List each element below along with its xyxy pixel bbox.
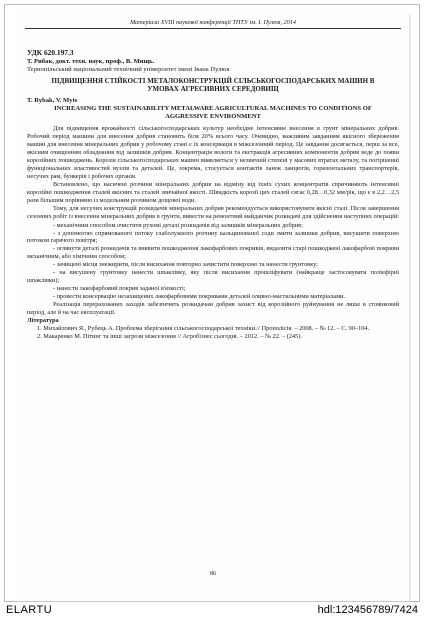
list-item: - оглянути деталі розкидачів та виявити пошкодження лакофарбових покривів, видалити старі пошкоджені лакофарбові покриви механічним, або хімічним способом; [27, 245, 399, 261]
list-item: - механічним способом очистити рухомі деталі розкидачів від залишків мінеральних добрив; [53, 221, 303, 229]
repository-label: ELARTU [6, 604, 53, 616]
reference-item: 2. Макаренко М. Пітинг та інші загрози міжсезоння // Агробізнес сьогодні. – 2012. – № 22. – (245). [37, 332, 302, 340]
list-item: - на висушену грунтовку нанести шпаклівку, яку після висихання прошліфувати (найкраще застосовувати поліефірні шпаклівки); [27, 269, 399, 284]
title-english: INCREASING THE SUSTAINABILITY METALWARE AGRICULTURAL MACHINES TO CONDITIONS OF AGGRESSIVE ENVIRONMENT [54, 105, 372, 121]
references-heading: Література [27, 316, 59, 324]
paper-page [17, 13, 409, 601]
udc-code: УДК 620.197.3 [27, 48, 74, 57]
list-item: - зачищені місця знежирити, після висихання повторно зачистити поверхню та нанести грунтовку; [53, 261, 318, 269]
article-body [27, 49, 399, 341]
list-item: - провести консервацію незахищених лакофарбовими покривами деталей оливно-мастильними матеріалами. [53, 292, 345, 300]
running-header: Матеріали XVIII наукової конференції ТНТУ ім. І. Пулюя, 2014 [25, 19, 401, 29]
conclusion-paragraph: Реалізація перерахованих заходів забезпечить розкидачам добрив захист від корозійного руйнування не лише в стоянковий період, але й на час експлуатації. [27, 300, 399, 316]
reference-item: 1. Михайлович Я., Рубець А. Проблема зберігання сільськогосподарської техніки.// Прополісія. – 2008. – № 12. – С. 90–104. [37, 324, 370, 332]
paragraph: Для підвищення врожайності сільськогосподарських культур необхідне інтенсивне внесення в грунт мінеральних добрив. Робочий період машини для внесення добрив становить біля 20% всього часу. Очевидно, важливим завданням якісного збереження машин для внесення мінеральних добрив у робочому стані є їх консервація в міжсезонний період. Це завдання досягається, перш за все, якісним очищенням обладнання від залишків добрив. Концентрація вологи та екстракція агресивних компонентів добрив веде до появи корозійних пошкоджень. Корозія сільськогосподарських машин виявляється у незвичній степені у масових втратах металу, та погіршенні функціональних властивостей вузлів та деталей. Це, зокрема, стосується контактів ланок ланцюгів, горизонтальних транспортерів, несучих рам, бункерів і робочих органів. [27, 125, 399, 180]
title-ukrainian: ПІДВИЩЕННЯ СТІЙКОСТІ МЕТАЛОКОНСТРУКЦІЙ СІЛЬСЬКОГОСПОДАРСЬКИХ МАШИН В УМОВАХ АГРЕСИВНИХ СЕРЕДОВИЩ [51, 76, 375, 94]
paragraph: Тому, для несучих конструкцій розкидачів мінеральних добрив рекомендується використовувати якісні сталі. Після завершення сезонних робіт із внесення мінеральних добрив в грунти, вивести на ремонтний майданчик розкидачі для здійснення наступних операцій: [27, 205, 399, 221]
list-item: - з допомогою спрямованого потоку слаболужного розчину кальцинованої соди змити залишки добрив, висушити поверхню потоком гарячого повітря; [27, 229, 399, 245]
document-frame [4, 4, 420, 602]
affiliation: Тернопільський національний технічний університет імені Івана Пулюя [27, 65, 230, 73]
viewer-footer [0, 602, 424, 620]
authors: Т. Рибак, докт. техн. наук, проф., В. Мищь. [27, 57, 155, 65]
handle-label: hdl:123456789/7424 [317, 604, 418, 616]
list-item: - нанести лакофарбовий покрив заданої в'язкості; [53, 284, 186, 292]
paragraph: Встановлено, що насичені розчини мінеральних добрив на відміну від їхніх сухих концентратів спричиняють інтенсивні корозійні пошкодження сталей якісних та сталей звичайної якості. Швидкість корозії цих сталей сягає 0,28…0,32 мм/рік, що є в 2,2…2,5 рази більшим порівняно із модельним розчином дощової води. [27, 181, 399, 204]
page-number: 86 [210, 571, 216, 577]
authors-english: T. Rybak, V. Myts [27, 97, 78, 105]
